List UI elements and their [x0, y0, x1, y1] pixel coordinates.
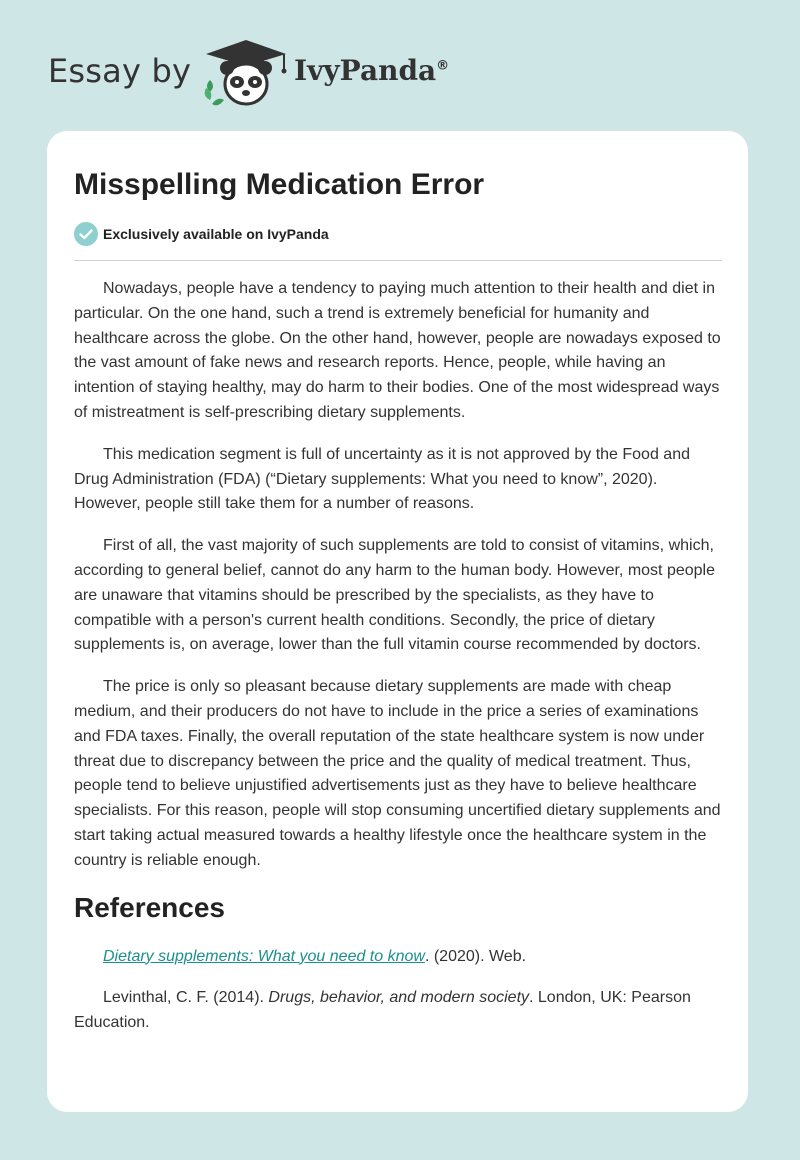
paragraph: The price is only so pleasant because dietary supplements are made with cheap medium, and their producers do not have to include in the price a series of examinations and FDA taxes. Finally, the overall reputation of the state healthcare system is now under threat due to discrepancy between the price and the quality of medical treatment. Thus, people tend to believe unjustified advertisements just as they have to believe healthcare specialists. For this reason, people will stop consuming uncertified dietary supplements and start taking actual measured towards a healthy lifestyle once the healthcare system in the country is reliable enough. [74, 678, 721, 869]
reference-text: . (2020). Web. [424, 947, 527, 965]
reference-book-title: Drugs, behavior, and modern society [268, 989, 530, 1007]
registered-mark: ® [436, 58, 450, 74]
references-list [74, 945, 722, 1036]
exclusive-badge [74, 222, 722, 246]
reference-item [74, 986, 722, 1036]
paragraph: Nowadays, people have a tendency to paying much attention to their health and diet in particular. On the one hand, such a trend is extremely beneficial for humanity and healthcare across the globe. On the other hand, however, people are nowadays exposed to the vast amount of fake news and research reports. Hence, people, while having an intention of staying healthy, may do harm to their bodies. One of the most widespread ways of mistreatment is self-prescribing dietary supplements. [74, 280, 721, 421]
essay-card [47, 131, 748, 1112]
brand-header [48, 38, 468, 104]
divider [74, 260, 722, 261]
references-heading: References [74, 891, 225, 923]
essay-body [74, 277, 722, 874]
paragraph: This medication segment is full of uncertainty as it is not approved by the Food and Drug Administration (FDA) (“Dietary supplements: What you need to know”, 2020). However, people still take them for a number of reasons. [74, 445, 690, 513]
reference-text: Levinthal, C. F. (2014). [103, 989, 269, 1007]
badge-label: Exclusively available on IvyPanda [103, 226, 329, 242]
reference-text: . London, UK: Pearson Education. [74, 989, 691, 1032]
page-title: Misspelling Medication Error [74, 168, 485, 201]
reference-link[interactable]: Dietary supplements: What you need to know [103, 947, 425, 965]
reference-item [74, 945, 722, 970]
brand-name: IvyPanda® [294, 54, 450, 87]
paragraph: First of all, the vast majority of such supplements are told to consist of vitamins, which, according to general belief, cannot do any harm to the human body. However, most people are unaware that vitamins should be prescribed by the specialists, as they have to compatible with a person's current health conditions. Secondly, the price of dietary supplements is, on average, lower than the full vitamin course recommended by doctors. [74, 537, 715, 654]
panda-graduate-logo-icon [200, 38, 292, 108]
check-circle-icon [74, 222, 98, 246]
brand-prefix: Essay by [48, 52, 192, 90]
